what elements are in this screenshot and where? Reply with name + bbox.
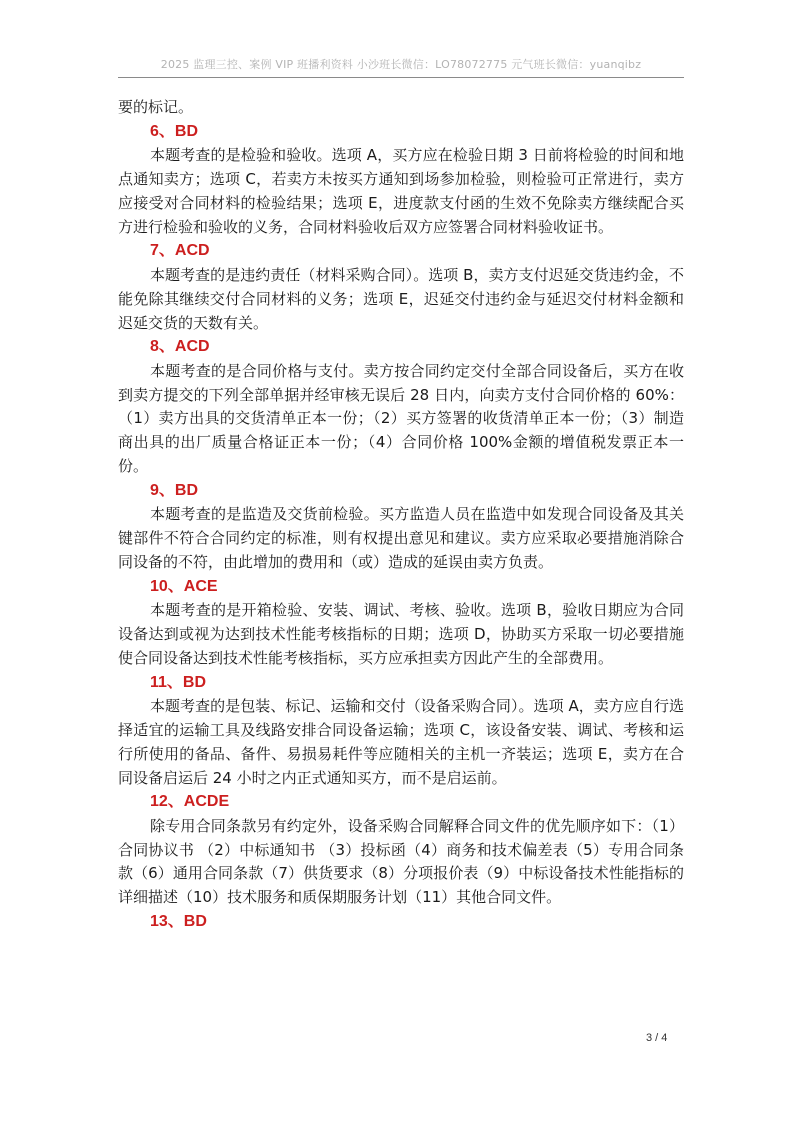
answer-6-heading: 6、BD <box>150 122 199 140</box>
answer-8-heading: 8、ACD <box>150 338 210 356</box>
answer-8-explanation: 本题考查的是合同价格与支付。卖方按合同约定交付全部合同设备后，买方在收到卖方提交的下列全部单据并经审核无误后 28 日内，向卖方支付合同价格的 60%：（1）卖方出具的交货清单正本一份；（2）买方签署的收货清单正本一份；（3）制造商出具的出厂质量合格证正本一份；（4）合同价格 100%金额的增值税发票正本一份。 <box>118 361 684 476</box>
answer-10-explanation: 本题考查的是开箱检验、安装、调试、考核、验收。选项 B，验收日期应为合同设备达到或视为达到技术性能考核指标的日期；选项 D，协助买方采取一切必要措施使合同设备达到技术性能考核指标，买方应承担卖方因此产生的全部费用。 <box>118 601 684 667</box>
header-rule <box>118 77 684 78</box>
answer-11-explanation: 本题考查的是包装、标记、运输和交付（设备采购合同）。选项 A，卖方应自行选择适宜的运输工具及线路安排合同设备运输；选项 C，该设备安装、调试、考核和运行所使用的备品、备件、易损易耗件等应随相关的主机一齐装运；选项 E，卖方在合同设备启运后 24 小时之内正式通知买方，而不是启运前。 <box>118 697 684 787</box>
answer-6-explanation: 本题考查的是检验和验收。选项 A，买方应在检验日期 3 日前将检验的时间和地点通知卖方；选项 C，若卖方未按买方通知到场参加检验，则检验可正常进行，卖方应接受对合同材料的检验结果；选项 E，进度款支付函的生效不免除卖方继续配合买方进行检验和验收的义务，合同材料验收后双方应签署合同材料验收证书。 <box>118 146 684 236</box>
continuation-text: 要的标记。 <box>118 98 194 116</box>
answer-11-heading: 11、BD <box>150 673 207 691</box>
answer-9-heading: 9、BD <box>150 481 199 499</box>
answer-9-explanation: 本题考查的是监造及交货前检验。买方监造人员在监造中如发现合同设备及其关键部件不符合合同约定的标准，则有权提出意见和建议。卖方应采取必要措施消除合同设备的不符，由此增加的费用和（或）造成的延误由卖方负责。 <box>118 505 684 571</box>
page-number: 3 / 4 <box>646 1032 668 1044</box>
answer-13-heading: 13、BD <box>150 913 207 931</box>
answer-7-heading: 7、ACD <box>150 242 210 260</box>
answer-12-heading: 12、ACDE <box>150 793 230 811</box>
answer-7-explanation: 本题考查的是违约责任（材料采购合同）。选项 B，卖方支付迟延交货违约金，不能免除其继续交付合同材料的义务；选项 E，迟延交付违约金与延迟交付材料金额和迟延交货的天数有关。 <box>118 265 684 332</box>
answer-content <box>118 96 684 935</box>
page-header: 2025 监理三控、案例 VIP 班播利资料 小沙班长微信：LO78072775 元气班长微信：yuanqibz <box>160 58 642 71</box>
answer-12-explanation: 除专用合同条款另有约定外，设备采购合同解释合同文件的优先顺序如下：（1）合同协议书 （2）中标通知书 （3）投标函（4）商务和技术偏差表（5）专用合同条款（6）通用合同条款（7）供货要求（8）分项报价表（9）中标设备技术性能指标的详细描述（10）技术服务和质保期服务计划（11）其他合同文件。 <box>118 816 684 907</box>
answer-10-heading: 10、ACE <box>150 577 218 595</box>
